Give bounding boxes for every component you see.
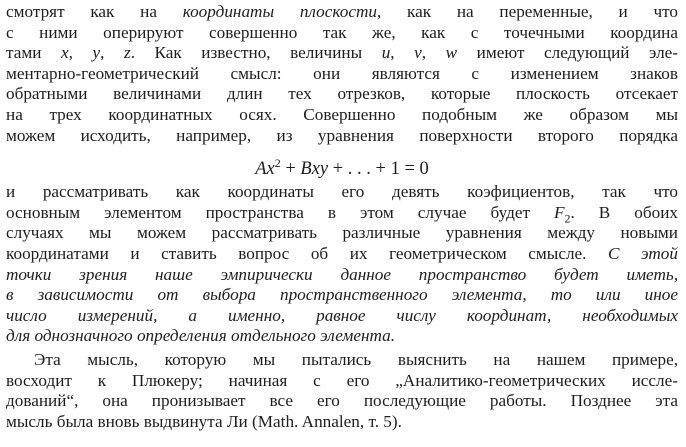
text-line (6, 203, 678, 224)
equation-term: Bxy (300, 159, 329, 180)
text-run: , (421, 43, 446, 63)
text-line (6, 43, 678, 64)
text-line-italic: в зависимости от выбора пространственного элемента, то или иное (6, 285, 678, 305)
equation-exponent: 2 (274, 156, 281, 171)
text-run: имеют следующий эле- (457, 43, 679, 63)
italic-text: С этой (608, 243, 678, 263)
text-line: и рассматривать как координаты его девять коэфициентов, так что (6, 182, 678, 202)
text-line: дований“, она пронизывает все его последующие работы. Позднее эта (6, 391, 678, 411)
variable-w: w (445, 43, 458, 63)
text-run: . Как известно, величины (130, 43, 382, 63)
text-line: Эта мысль, которую мы пытались выяснить на нашем примере, (34, 349, 678, 369)
equation (6, 146, 678, 182)
equation-term: Ax (255, 159, 275, 180)
text-line-italic: для однозначного определения отдельного элемента. (6, 326, 396, 346)
variable-v: v (414, 43, 422, 63)
text-run: , как на переменные, и что (376, 2, 678, 21)
text-line-italic: точки зрения наше эмпирически данное пространство будет иметь, (6, 264, 678, 284)
variable-y: y (92, 43, 101, 63)
paragraph-2 (6, 182, 678, 347)
text-line: восходит к Плюкеру; начиная с его „Аналитико-геометрических иссле- (6, 370, 678, 390)
text-line: на трех координатных осях. Совершенно подобным же образом мы (6, 104, 678, 124)
text-run: , (68, 43, 93, 63)
document-page (6, 2, 678, 432)
text-line: обратными величинами длин тех отрезков, которые плоскость отсекает (6, 84, 678, 104)
text-line (6, 244, 678, 265)
variable-u: u (381, 43, 391, 63)
text-line: с ними оперируют совершенно так же, как с точечными координа (6, 22, 678, 42)
equation-tail: + . . . + 1 = 0 (328, 159, 429, 180)
text-run: , (390, 43, 415, 63)
text-line: мысль была вновь выдвинута Ли (Math. Annalen, т. 5). (6, 411, 402, 431)
text-line: ментарно-геометрический смысл: они являются с изменением знаков (6, 63, 678, 83)
variable-z: z (123, 43, 131, 63)
text-run: тами (6, 43, 61, 63)
text-line: можем исходить, например, из уравнения поверхности второго порядка (6, 125, 678, 145)
variable-f: F (553, 202, 565, 222)
text-line: случаях мы можем рассматривать различные уравнения между новыми (6, 223, 678, 243)
text-run: координатами и ставить вопрос об их геометрическом смысле. (6, 243, 609, 263)
text-run: основным элементом пространства в этом случае будет (6, 202, 554, 222)
text-run: , (100, 43, 124, 63)
paragraph-1 (6, 2, 678, 146)
paragraph-3 (6, 350, 678, 432)
subscript: 2 (564, 211, 571, 226)
italic-term: координаты плоскости (182, 2, 377, 21)
variable-x: x (60, 43, 69, 63)
text-line-italic: число измерений, а именно, равное числу координат, необходимых (6, 305, 678, 325)
text-line (6, 2, 678, 23)
text-run: . В обоих (570, 202, 678, 222)
equation-operator: + (280, 159, 301, 180)
text-run: смотрят как на (6, 2, 183, 21)
